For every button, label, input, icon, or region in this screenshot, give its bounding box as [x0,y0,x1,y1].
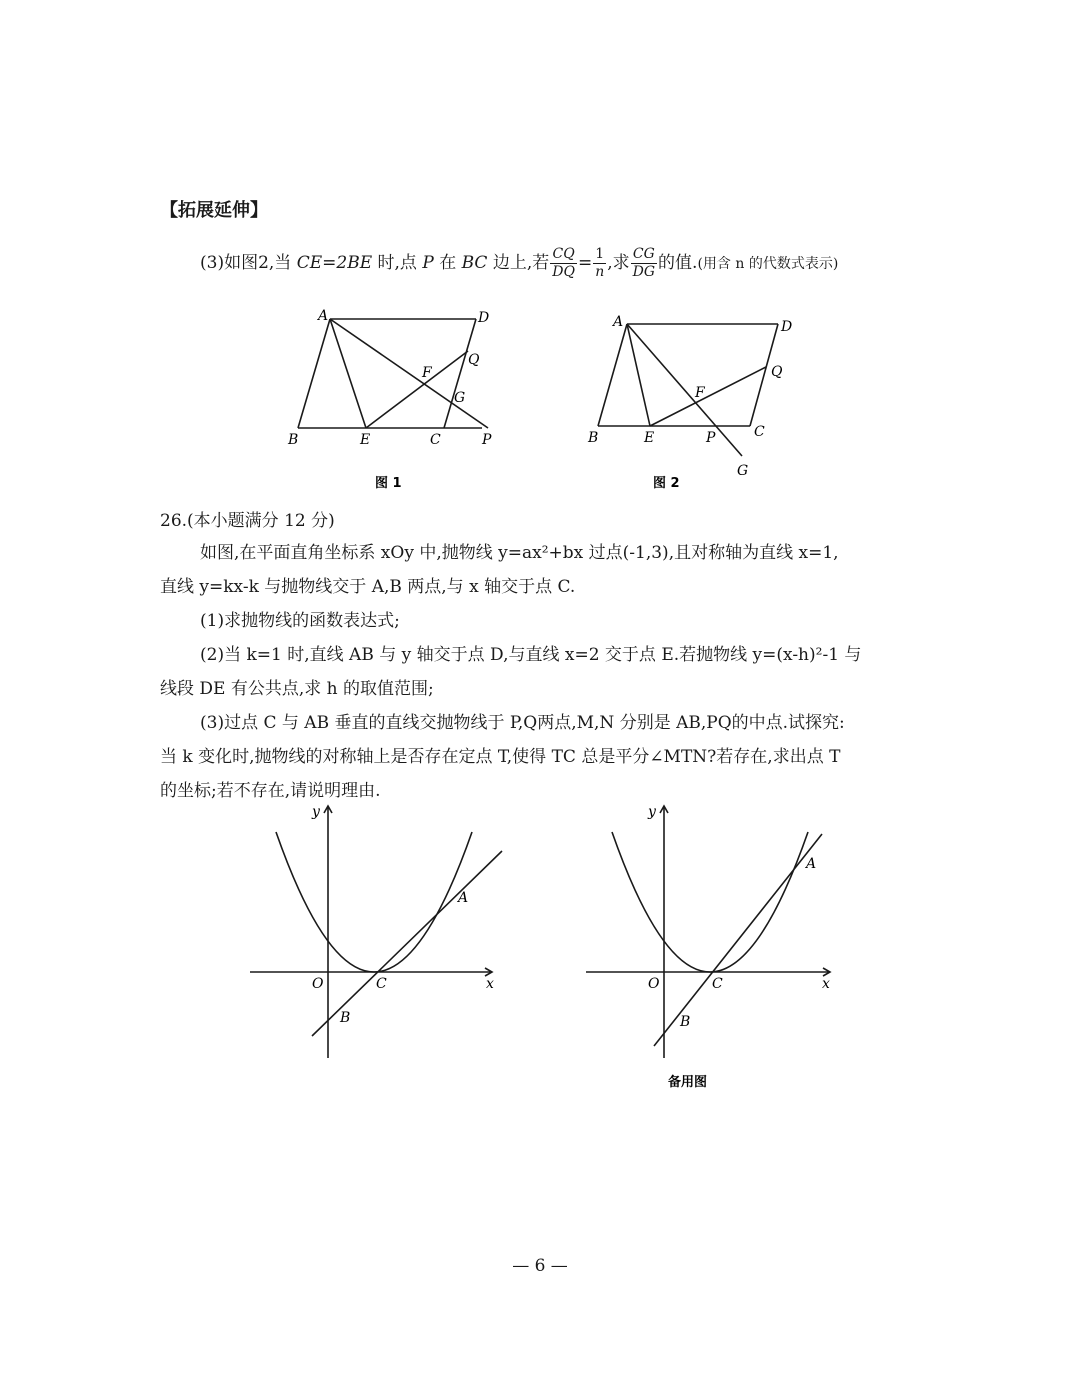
y-axis-label: y [312,804,320,820]
fraction-one-over-n: $\frac{1}{n}$ [595,246,605,280]
label-a: A [613,314,624,330]
label-f: F [422,365,432,381]
label-b: B [288,432,299,448]
x-axis-label: x [486,976,494,992]
page-number: — 6 — [512,1256,568,1276]
point-c-label: C [376,976,387,992]
q3-text: 边上,若 [492,253,550,273]
problem-26-sub-2a: (2)当 k=1 时,直线 AB 与 y 轴交于点 D,与直线 x=2 交于点 E.若抛物线 y=(x-h)²-1 与 [200,645,862,665]
label-c: C [754,424,765,440]
label-d: D [781,319,793,335]
q3-text: 的值. [658,253,698,273]
problem-26-sub-1: (1)求抛物线的函数表达式; [200,611,400,631]
problem-26-para-2: 直线 y=kx-k 与抛物线交于 A,B 两点,与 x 轴交于点 C. [160,577,576,597]
q3-note: (用含 n 的代数式表示) [697,256,839,272]
equals-sign: = [577,253,593,273]
q3-point-p: P [422,253,434,273]
point-b-label: B [340,1010,351,1026]
label-g: G [737,463,749,479]
origin-label: O [648,976,660,992]
point-a-label: A [806,856,817,872]
label-q: Q [468,352,480,368]
section-heading: 【拓展延伸】 [160,200,268,221]
label-c: C [430,432,441,448]
label-g: G [454,390,466,406]
point-a-label: A [458,890,469,906]
geometry-figure-1 [280,302,520,497]
label-e: E [644,430,655,446]
q3-prefix: (3)如图2,当 [200,253,292,273]
label-d: D [478,310,490,326]
label-q: Q [771,364,783,380]
problem-26-sub-2b: 线段 DE 有公共点,求 h 的取值范围; [160,679,434,699]
q3-condition: CE=2BE [296,253,373,273]
label-e: E [360,432,371,448]
label-f: F [695,385,705,401]
figure-2-caption: 图 2 [653,476,680,491]
point-c-label: C [712,976,723,992]
graph-2-caption: 备用图 [668,1075,708,1090]
figure-1-caption: 图 1 [375,476,402,491]
problem-26-para-1: 如图,在平面直角坐标系 xOy 中,抛物线 y=ax²+bx 过点(-1,3),且对称轴为直线 x=1, [200,543,839,563]
q3-segment-bc: BC [461,253,488,273]
geometry-figure-2 [580,310,820,497]
fraction-cg-dg: $\frac{CG}{DG}$ [632,246,656,280]
x-axis-label: x [822,976,830,992]
problem-26-sub-3c: 的坐标;若不存在,请说明理由. [160,781,381,801]
q3-text: 在 [439,253,457,273]
point-b-label: B [680,1014,691,1030]
y-axis-label: y [648,804,656,820]
label-b: B [588,430,599,446]
label-p: P [482,432,492,448]
origin-label: O [312,976,324,992]
q3-text: ,求 [607,253,630,273]
coordinate-graph-2 [578,796,848,1096]
q3-text: 时,点 [377,253,417,273]
problem-26-title: 26.(本小题满分 12 分) [160,511,335,531]
label-a: A [318,308,329,324]
problem-26-sub-3a: (3)过点 C 与 AB 垂直的直线交抛物线于 P,Q两点,M,N 分别是 AB,PQ的中点.试探究: [200,713,845,733]
problem-26-sub-3b: 当 k 变化时,抛物线的对称轴上是否存在定点 T,使得 TC 总是平分∠MTN?若存在,求出点 T [160,747,841,767]
coordinate-graph-1 [240,796,520,1066]
label-p: P [706,430,716,446]
q3-line [200,246,838,281]
fraction-cq-dq: $\frac{CQ}{DQ}$ [552,246,575,280]
